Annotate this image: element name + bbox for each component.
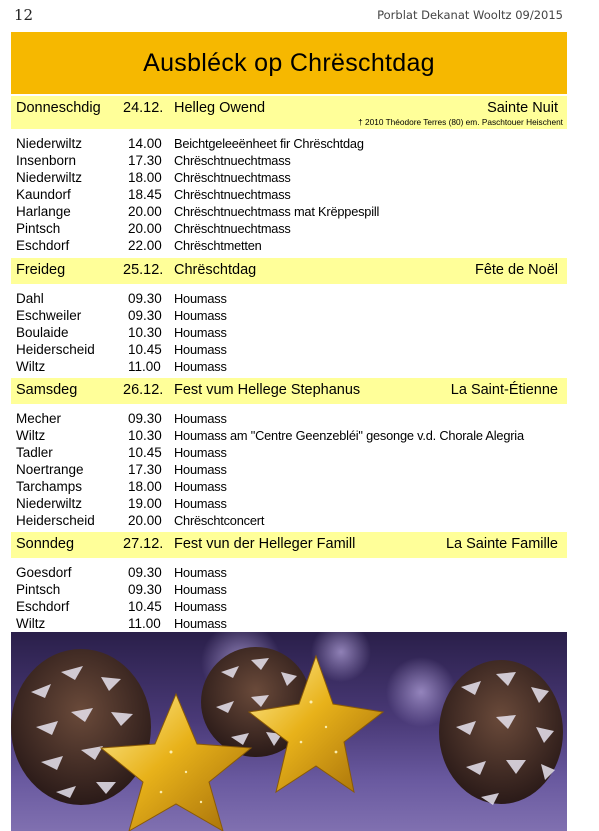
row-place: Wiltz [16,428,46,443]
row-time: 09.30 [128,308,162,323]
row-place: Pintsch [16,582,61,597]
schedule-row [11,358,567,375]
schedule-row [11,152,567,169]
row-desc: Houmass [174,599,227,614]
row-desc: Houmass [174,291,227,306]
row-place: Eschdorf [16,238,70,253]
row-desc: Chrëschtnuechtmass [174,187,291,202]
row-time: 20.00 [128,221,162,236]
schedule-row [11,615,567,632]
page-number: 12 [14,6,34,24]
row-desc: Beichtgeleeënheet fir Chrëschtdag [174,136,364,151]
row-time: 09.30 [128,291,162,306]
row-place: Insenborn [16,153,77,168]
schedule-row [11,220,567,237]
section-feast-fr: Sainte Nuit [487,100,558,116]
row-desc: Houmass [174,616,227,631]
row-desc: Chrëschtnuechtmass [174,153,291,168]
section-samsdeg [11,378,567,529]
section-freideg [11,258,567,375]
schedule-row [11,410,567,427]
section-header [11,258,567,284]
schedule-row [11,427,567,444]
memorial-note: † 2010 Théodore Terres (80) em. Paschtouer Heischent [358,117,563,127]
row-time: 22.00 [128,238,162,253]
row-time: 20.00 [128,204,162,219]
page-title: Ausbléck op Chrëschtdag [143,48,435,77]
row-place: Noertrange [16,462,84,477]
schedule-row [11,237,567,254]
row-place: Heiderscheid [16,342,95,357]
schedule-row [11,495,567,512]
pine-cone-left [11,649,151,805]
section-date: 25.12. [123,262,164,278]
row-place: Tarchamps [16,479,83,494]
schedule-list [11,410,567,529]
title-banner [11,32,567,94]
schedule-row [11,444,567,461]
row-time: 09.30 [128,411,162,426]
section-feast: Fest vum Hellege Stephanus [174,382,361,398]
row-place: Dahl [16,291,44,306]
section-feast: Chrëschtdag [174,262,257,278]
row-place: Wiltz [16,359,46,374]
section-date: 26.12. [123,382,164,398]
section-feast: Helleg Owend [174,100,266,116]
row-time: 17.30 [128,153,162,168]
schedule-list [11,564,567,632]
section-sonndeg [11,532,567,632]
row-time: 11.00 [128,616,161,631]
row-desc: Houmass [174,496,227,511]
schedule-row [11,598,567,615]
row-desc: Houmass [174,325,227,340]
row-desc: Houmass [174,462,227,477]
row-place: Niederwiltz [16,496,83,511]
schedule-row [11,169,567,186]
schedule-list [11,290,567,375]
row-time: 14.00 [128,136,162,151]
row-time: 09.30 [128,582,162,597]
section-donneschdig [11,96,567,254]
row-time: 10.45 [128,599,162,614]
schedule-row [11,324,567,341]
row-place: Pintsch [16,221,61,236]
row-place: Wiltz [16,616,46,631]
row-time: 20.00 [128,513,162,528]
row-place: Heiderscheid [16,513,95,528]
publication-name: Porblat Dekanat Wooltz 09/2015 [377,8,563,22]
section-header [11,378,567,404]
row-time: 11.00 [128,359,161,374]
row-place: Eschdorf [16,599,70,614]
row-time: 09.30 [128,565,162,580]
schedule-row [11,135,567,152]
pine-cone-right [439,660,563,805]
row-desc: Houmass [174,479,227,494]
row-desc: Houmass [174,342,227,357]
row-time: 17.30 [128,462,162,477]
row-desc: Houmass [174,359,227,374]
row-place: Kaundorf [16,187,71,202]
row-time: 19.00 [128,496,162,511]
section-day: Samsdeg [16,382,78,398]
row-time: 10.30 [128,325,162,340]
row-place: Niederwiltz [16,170,83,185]
row-time: 18.00 [128,479,162,494]
schedule-row [11,478,567,495]
row-place: Goesdorf [16,565,72,580]
row-desc: Houmass [174,582,227,597]
schedule-row [11,203,567,220]
schedule-row [11,307,567,324]
christmas-photo [11,632,567,831]
row-desc: Houmass [174,308,227,323]
row-desc: Chrëschtnuechtmass mat Krëppespill [174,204,380,219]
schedule-row [11,461,567,478]
row-desc: Chrëschtconcert [174,513,265,528]
row-desc: Houmass [174,411,227,426]
section-day: Donneschdig [16,100,101,116]
row-desc: Houmass [174,565,227,580]
section-feast-fr: La Sainte Famille [445,536,558,552]
schedule-row [11,564,567,581]
schedule-row [11,186,567,203]
section-day: Freideg [16,262,66,278]
schedule-row [11,341,567,358]
section-feast-fr: La Saint-Étienne [450,382,558,398]
row-desc: Houmass am "Centre Geenzebléi" gesonge v.d. Chorale Alegria [174,428,524,443]
section-date: 27.12. [123,536,164,552]
section-feast: Fest vun der Helleger Famill [174,536,356,552]
row-desc: Chrëschtnuechtmass [174,170,291,185]
schedule-row [11,290,567,307]
schedule-list [11,135,567,254]
row-place: Harlange [16,204,71,219]
row-time: 18.45 [128,187,162,202]
schedule-row [11,581,567,598]
row-desc: Chrëschtnuechtmass [174,221,291,236]
section-day: Sonndeg [16,536,75,552]
row-desc: Chrëschtmetten [174,238,262,253]
row-place: Mecher [16,411,62,426]
row-time: 10.45 [128,445,162,460]
row-place: Niederwiltz [16,136,83,151]
section-feast-fr: Fête de Noël [474,262,558,278]
section-header [11,532,567,558]
row-place: Eschweiler [16,308,82,323]
row-place: Boulaide [16,325,69,340]
row-time: 10.30 [128,428,162,443]
schedule-row [11,512,567,529]
row-time: 10.45 [128,342,162,357]
section-date: 24.12. [123,100,164,116]
row-desc: Houmass [174,445,227,460]
row-time: 18.00 [128,170,162,185]
row-place: Tadler [16,445,53,460]
section-header [11,96,567,129]
photo-illustration [11,632,567,831]
